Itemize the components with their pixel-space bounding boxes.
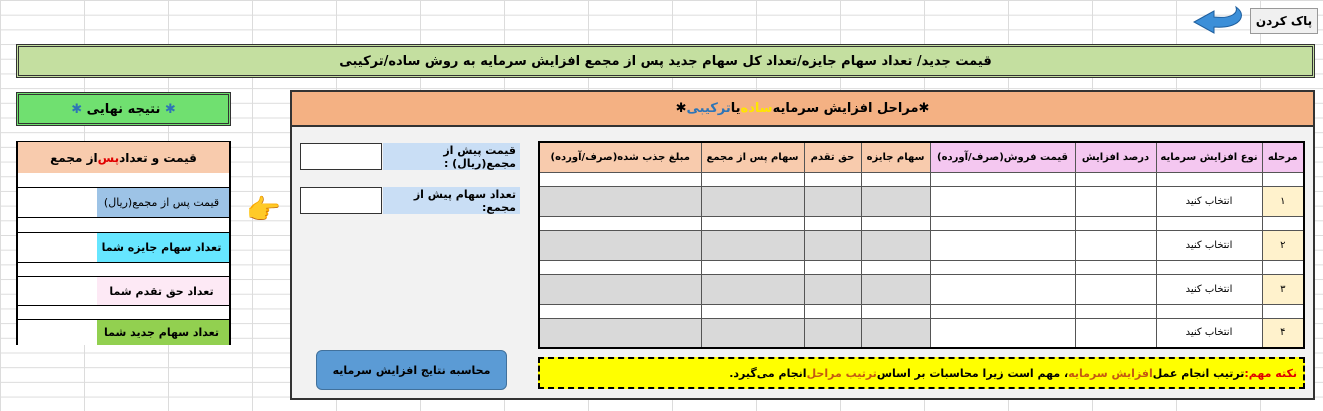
price-before-input[interactable] bbox=[300, 143, 382, 170]
sale-price-input[interactable] bbox=[930, 230, 1075, 260]
col-stage: مرحله bbox=[1262, 142, 1304, 172]
stage-row bbox=[539, 186, 1304, 216]
stages-panel-title: ✱مراحل افزایش سرمایه ساده یا ترکیبی ✱ bbox=[292, 92, 1313, 127]
result-row-new-shares bbox=[18, 319, 229, 345]
col-sale-price: قیمت فروش(صرف/آورده) bbox=[930, 142, 1075, 172]
stage-row bbox=[539, 230, 1304, 260]
result-row-bonus bbox=[18, 232, 229, 262]
type-select[interactable]: انتخاب کنید bbox=[1156, 274, 1262, 304]
col-amount: مبلغ جذب شده(صرف/آورده) bbox=[539, 142, 701, 172]
clear-button[interactable]: پاک کردن bbox=[1250, 8, 1318, 34]
col-rights: حق تقدم bbox=[804, 142, 861, 172]
result-row-price bbox=[18, 187, 229, 217]
type-select[interactable]: انتخاب کنید bbox=[1156, 318, 1262, 348]
result-value bbox=[18, 277, 97, 305]
percent-input[interactable] bbox=[1075, 230, 1156, 260]
stages-table bbox=[538, 141, 1305, 349]
final-result-heading bbox=[16, 92, 231, 126]
result-label: تعداد حق تقدم شما bbox=[93, 277, 229, 305]
back-arrow-icon[interactable] bbox=[1192, 5, 1246, 35]
stage-row bbox=[539, 274, 1304, 304]
sale-price-input[interactable] bbox=[930, 186, 1075, 216]
stage-number: ۲ bbox=[1262, 230, 1304, 260]
percent-input[interactable] bbox=[1075, 186, 1156, 216]
important-note: نکته مهم: ترتیب انجام عمل افزایش سرمایه ، مهم است زیرا محاسبات بر اساس ترتیب مراحل انجام می‌گیرد. bbox=[538, 357, 1305, 389]
stage-number: ۴ bbox=[1262, 318, 1304, 348]
result-value bbox=[18, 188, 97, 217]
col-bonus: سهام جایزه bbox=[861, 142, 930, 172]
sale-price-input[interactable] bbox=[930, 318, 1075, 348]
shares-before-label: تعداد سهام پیش از مجمع: bbox=[383, 187, 520, 214]
result-label: تعداد سهام جدید شما bbox=[93, 320, 229, 345]
col-percent: درصد افزایش bbox=[1075, 142, 1156, 172]
stage-number: ۱ bbox=[1262, 186, 1304, 216]
page-title: قیمت جدید/ تعداد سهام جایزه/تعداد کل سهام جدید پس از مجمع افزایش سرمایه به روش ساده/ترکیبی bbox=[16, 44, 1315, 78]
shares-before-input[interactable] bbox=[300, 187, 382, 214]
result-row-rights bbox=[18, 276, 229, 305]
col-shares-after: سهام پس از مجمع bbox=[701, 142, 804, 172]
result-value bbox=[18, 320, 97, 345]
final-result-label: نتیجه نهایی bbox=[86, 101, 161, 117]
type-select[interactable]: انتخاب کنید bbox=[1156, 230, 1262, 260]
star-icon: ✱ bbox=[71, 101, 83, 117]
result-table-header: قیمت و تعداد پس از مجمع bbox=[18, 142, 229, 173]
stage-number: ۳ bbox=[1262, 274, 1304, 304]
percent-input[interactable] bbox=[1075, 318, 1156, 348]
type-select[interactable]: انتخاب کنید bbox=[1156, 186, 1262, 216]
col-type: نوع افزایش سرمایه bbox=[1156, 142, 1262, 172]
sale-price-input[interactable] bbox=[930, 274, 1075, 304]
price-before-label: قیمت پیش از مجمع(ریال) : bbox=[383, 143, 520, 170]
result-label: قیمت پس از مجمع(ریال) bbox=[93, 188, 229, 217]
pointing-hand-icon: 👉 bbox=[246, 193, 281, 226]
calculate-button[interactable]: محاسبه نتایج افزایش سرمایه bbox=[316, 350, 507, 390]
result-value bbox=[18, 233, 97, 262]
result-table bbox=[16, 141, 231, 345]
star-icon: ✱ bbox=[164, 101, 176, 117]
percent-input[interactable] bbox=[1075, 274, 1156, 304]
result-label: تعداد سهام جایزه شما bbox=[93, 233, 229, 262]
stage-row bbox=[539, 318, 1304, 348]
